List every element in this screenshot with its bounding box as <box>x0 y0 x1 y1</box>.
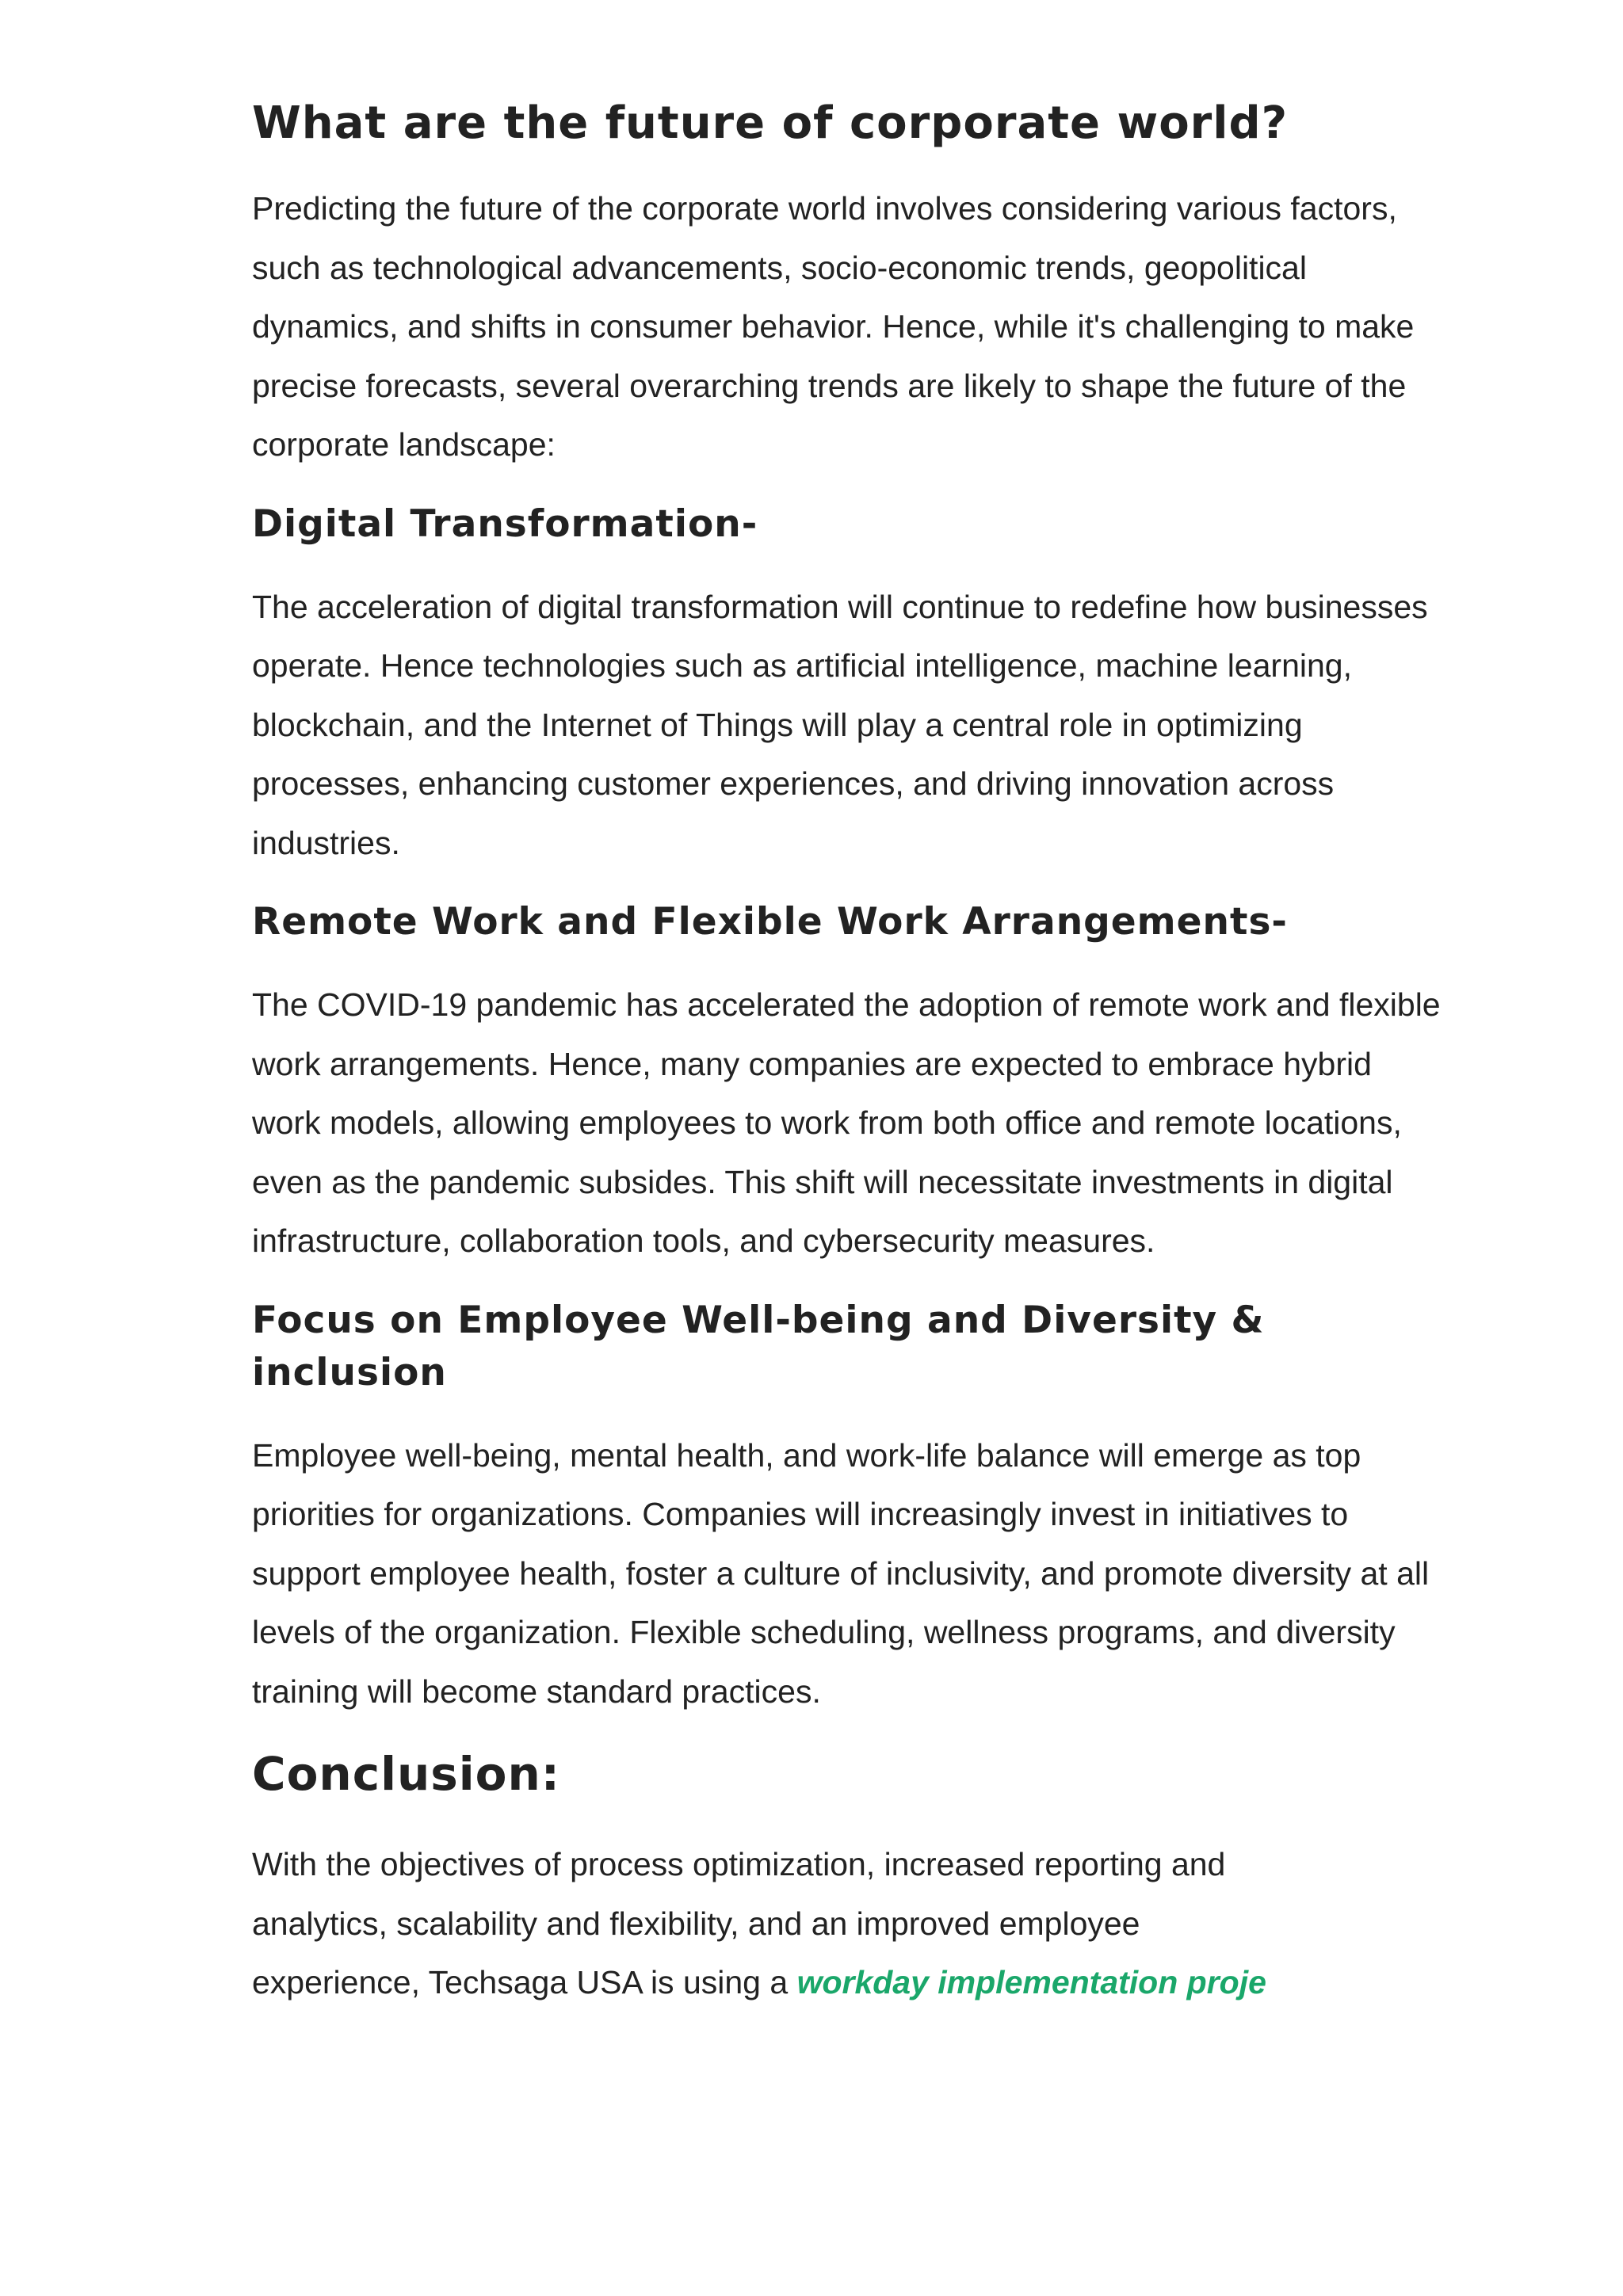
section-body-remote-work: The COVID-19 pandemic has accelerated the adoption of remote work and flexible work arrangements. Hence, many companies are expected to embrace hybrid work models, allowing employees to work from both office and remote locations, even as the pandemic subsides. This shift will necessitate investments in digital infrastructure, collaboration tools, and cybersecurity measures. <box>252 986 1441 1259</box>
section-body-digital-transformation: The acceleration of digital transformation will continue to redefine how businesses operate. Hence technologies such as artificial intelligence, machine learning, blockchain, and the Internet of Things will play a central role in optimizing processes, enhancing customer experiences, and driving innovation across industries. <box>252 588 1428 861</box>
section-body-employee-wellbeing: Employee well-being, mental health, and work-life balance will emerge as top priorities for organizations. Companies will increasingly invest in initiatives to support employee health, foster a culture of inclusivity, and promote diversity at all levels of the organization. Flexible scheduling, wellness programs, and diversity training will become standard practices. <box>252 1436 1430 1710</box>
workday-implementation-link[interactable]: workday implementation proje <box>796 1964 1266 2000</box>
conclusion-line-3-text: experience, Techsaga USA is using a <box>252 1964 797 2000</box>
intro-paragraph: Predicting the future of the corporate world involves considering various factors, such as technological advancements, socio-economic trends, geopolitical dynamics, and shifts in consumer behavior. Hence, while it's challenging to make precise forecasts, several overarching trends are likely to shape the future of the corporate landscape: <box>252 190 1415 463</box>
section-heading-remote-work: Remote Work and Flexible Work Arrangements- <box>252 900 1288 944</box>
conclusion-line-2: analytics, scalability and flexibility, and an improved employee <box>252 1905 1140 1942</box>
conclusion-paragraph <box>252 1835 1441 2012</box>
section-heading-digital-transformation: Digital Transformation- <box>252 502 758 546</box>
article <box>252 95 1441 2012</box>
conclusion-line-3 <box>252 1964 1266 2000</box>
conclusion-heading: Conclusion: <box>252 1747 560 1801</box>
conclusion-line-1: With the objectives of process optimization, increased reporting and <box>252 1846 1226 1882</box>
page-title: What are the future of corporate world? <box>252 97 1289 149</box>
section-heading-employee-wellbeing: Focus on Employee Well-being and Diversity & inclusion <box>252 1298 1265 1394</box>
